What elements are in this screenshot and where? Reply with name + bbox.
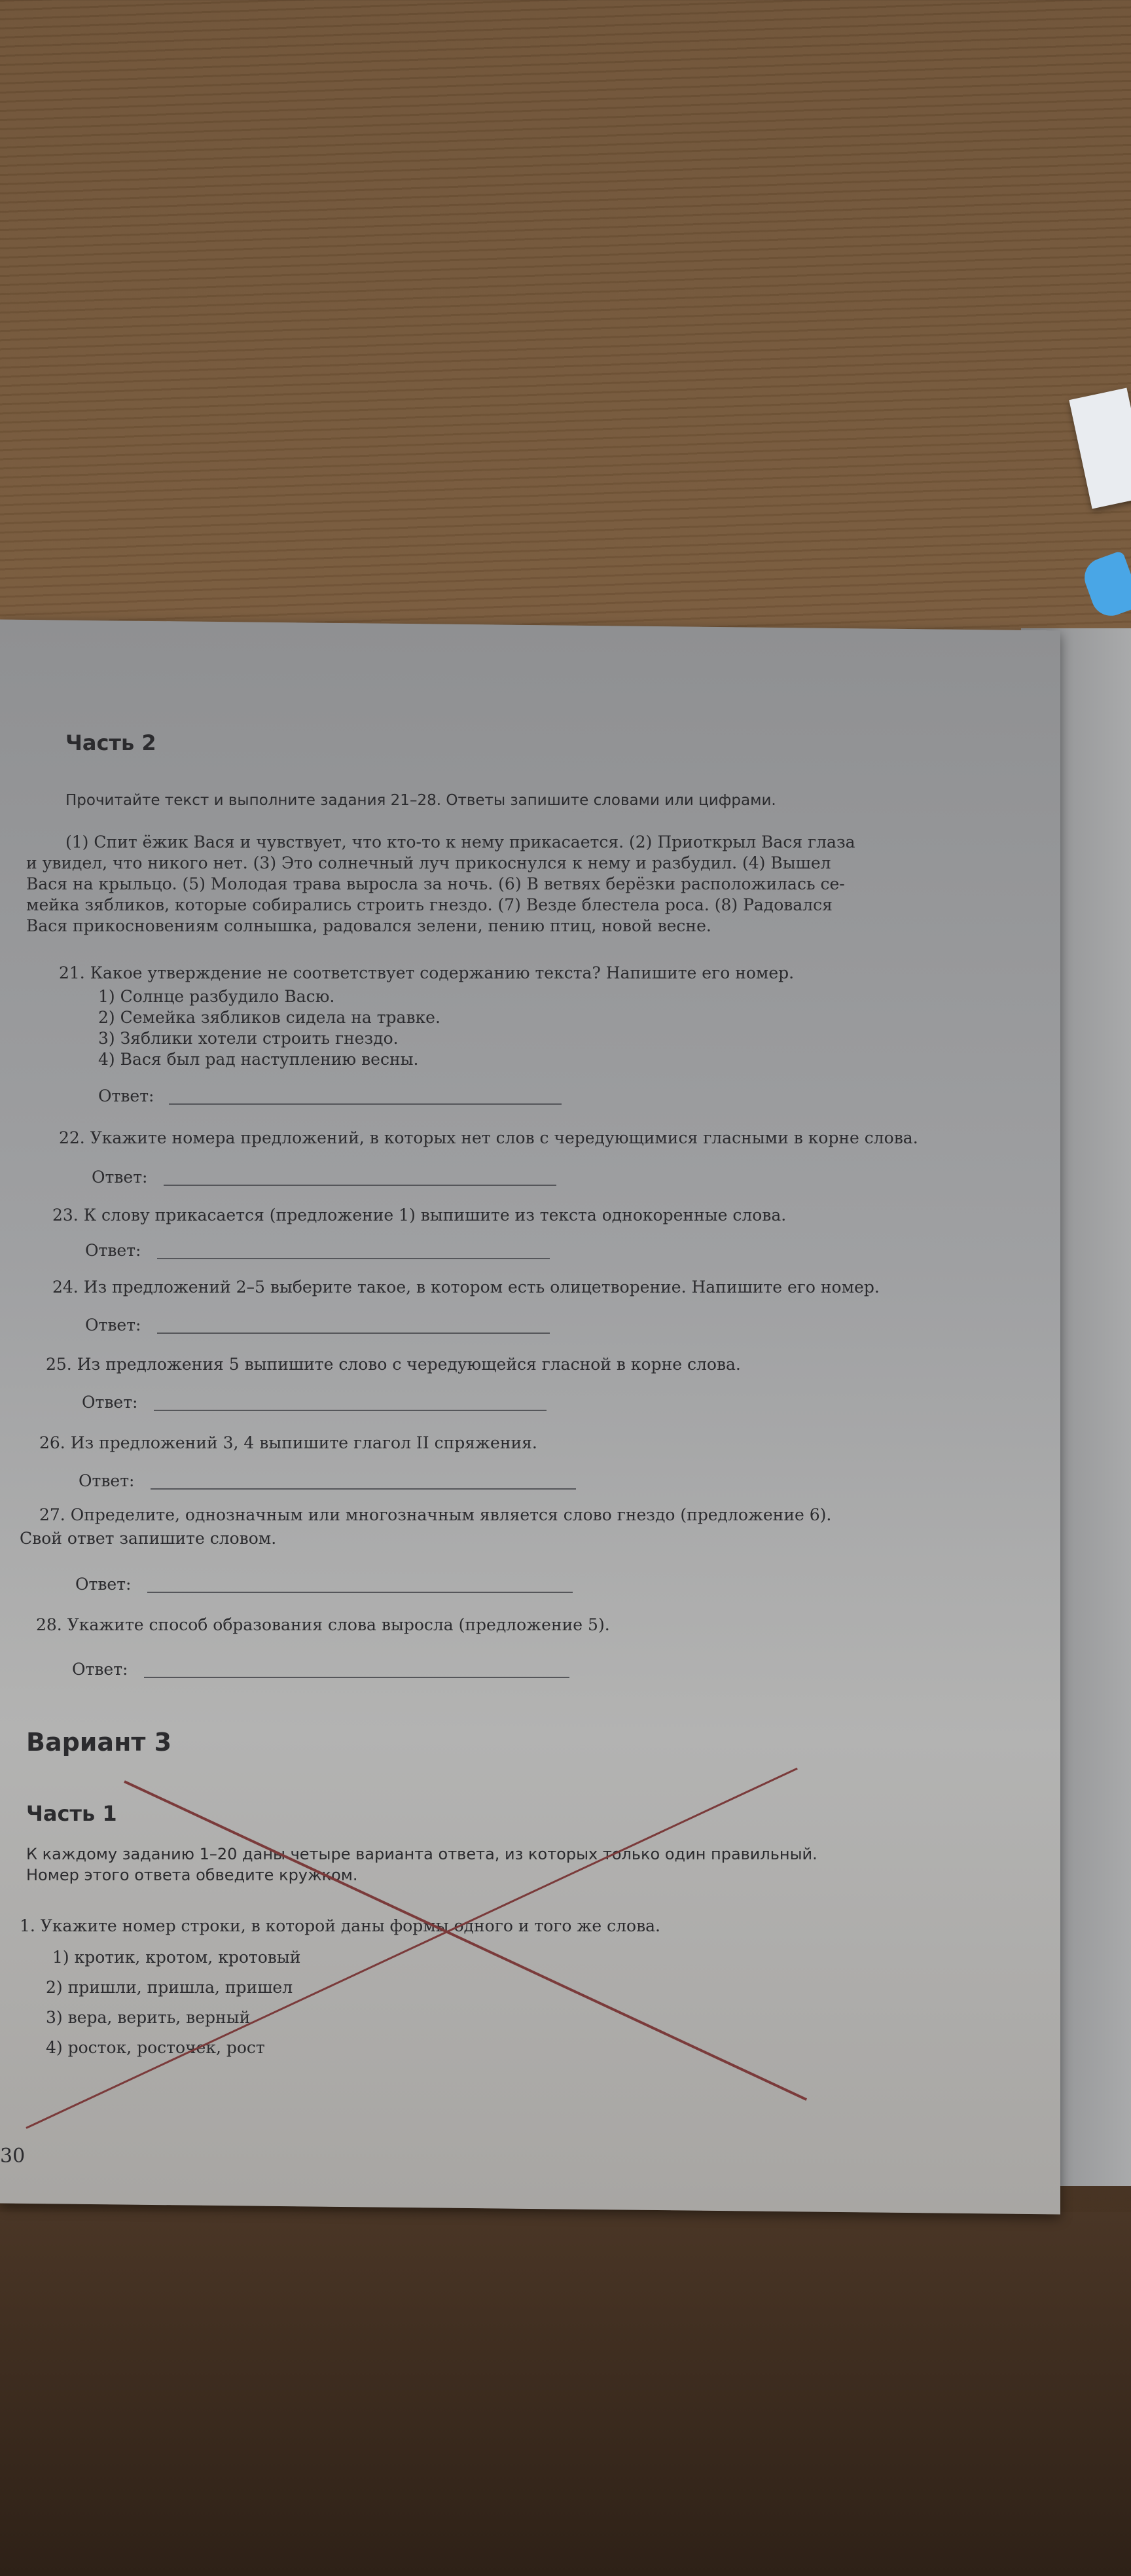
text-line-1: (1) Спит ёжик Вася и чувствует, что кто-то к нему прикасается. (2) Приоткрыл Вася глаза: [65, 832, 855, 851]
task-26: 26. Из предложений 3, 4 выпишите глагол II спряжения.: [39, 1433, 537, 1452]
task-24-answer-label: Ответ:: [85, 1315, 141, 1334]
text-line-4: мейка зябликов, которые собирались строить гнездо. (7) Везде блестела роса. (8) Радовался: [26, 895, 833, 914]
task-28-answer-line[interactable]: [144, 1677, 569, 1678]
task-21-option-2: 2) Семейка зябликов сидела на травке.: [98, 1008, 440, 1027]
task-27: 27. Определите, однозначным или многозначным является слово гнездо (предложение 6).: [39, 1505, 832, 1524]
task-27-answer-line[interactable]: [147, 1592, 573, 1593]
task-1-option-1: 1) кротик, кротом, кротовый: [52, 1948, 301, 1967]
task-23: 23. К слову прикасается (предложение 1) выпишите из текста однокоренные слова.: [52, 1206, 787, 1225]
task-24: 24. Из предложений 2–5 выберите такое, в котором есть олицетворение. Напишите его номер.: [52, 1278, 880, 1297]
task-25-answer-line[interactable]: [154, 1410, 547, 1411]
text-line-5: Вася прикосновениям солнышка, радовался зелени, пению птиц, новой весне.: [26, 916, 711, 935]
task-22-answer-label: Ответ:: [92, 1168, 148, 1187]
variant-3-heading: Вариант 3: [26, 1728, 172, 1757]
task-25-answer-label: Ответ:: [82, 1393, 138, 1412]
task-21-option-3: 3) Зяблики хотели строить гнездо.: [98, 1029, 399, 1048]
task-1-option-3: 3) вера, верить, верный: [46, 2008, 251, 2027]
variant-3-task-1: 1. Укажите номер строки, в которой даны формы одного и того же слова.: [20, 1916, 661, 1935]
task-28-answer-label: Ответ:: [72, 1660, 128, 1679]
task-21-answer-line[interactable]: [169, 1103, 562, 1105]
task-1-option-4: 4) росток, росточек, рост: [46, 2038, 265, 2057]
task-22: 22. Укажите номера предложений, в которых нет слов с чередующимися гласными в корне слова.: [59, 1128, 918, 1147]
task-1-option-2: 2) пришли, пришла, пришел: [46, 1978, 293, 1997]
variant-3-instruction-2: Номер этого ответа обведите кружком.: [26, 1866, 358, 1884]
task-27-answer-label: Ответ:: [75, 1575, 132, 1594]
task-23-answer-label: Ответ:: [85, 1241, 141, 1260]
variant-3-instruction-1: К каждому заданию 1–20 даны четыре варианта ответа, из которых только один правильный.: [26, 1845, 817, 1863]
task-27-line-2: Свой ответ запишите словом.: [20, 1529, 277, 1548]
part2-instruction: Прочитайте текст и выполните задания 21–28. Ответы запишите словами или цифрами.: [65, 792, 776, 809]
text-line-2: и увидел, что никого нет. (3) Это солнечный луч прикоснулся к нему и разбудил. (4) Вышел: [26, 853, 831, 872]
task-23-answer-line[interactable]: [157, 1258, 550, 1259]
part2-heading: Часть 2: [65, 730, 156, 755]
task-21-option-4: 4) Вася был рад наступлению весны.: [98, 1050, 419, 1069]
task-22-answer-line[interactable]: [164, 1185, 556, 1186]
task-25: 25. Из предложения 5 выпишите слово с чередующейся гласной в корне слова.: [46, 1355, 741, 1374]
task-21-option-1: 1) Солнце разбудило Васю.: [98, 987, 335, 1006]
task-28: 28. Укажите способ образования слова выросла (предложение 5).: [36, 1615, 610, 1634]
task-21: 21. Какое утверждение не соответствует содержанию текста? Напишите его номер.: [59, 963, 795, 982]
task-24-answer-line[interactable]: [157, 1333, 550, 1334]
task-26-answer-label: Ответ:: [79, 1471, 135, 1490]
page-number: 30: [0, 2145, 26, 2168]
task-26-answer-line[interactable]: [151, 1488, 576, 1490]
text-line-3: Вася на крыльцо. (5) Молодая трава выросла за ночь. (6) В ветвях берёзки расположилась се-: [26, 874, 845, 893]
task-21-answer-label: Ответ:: [98, 1086, 154, 1105]
variant-3-part-heading: Часть 1: [26, 1801, 117, 1826]
